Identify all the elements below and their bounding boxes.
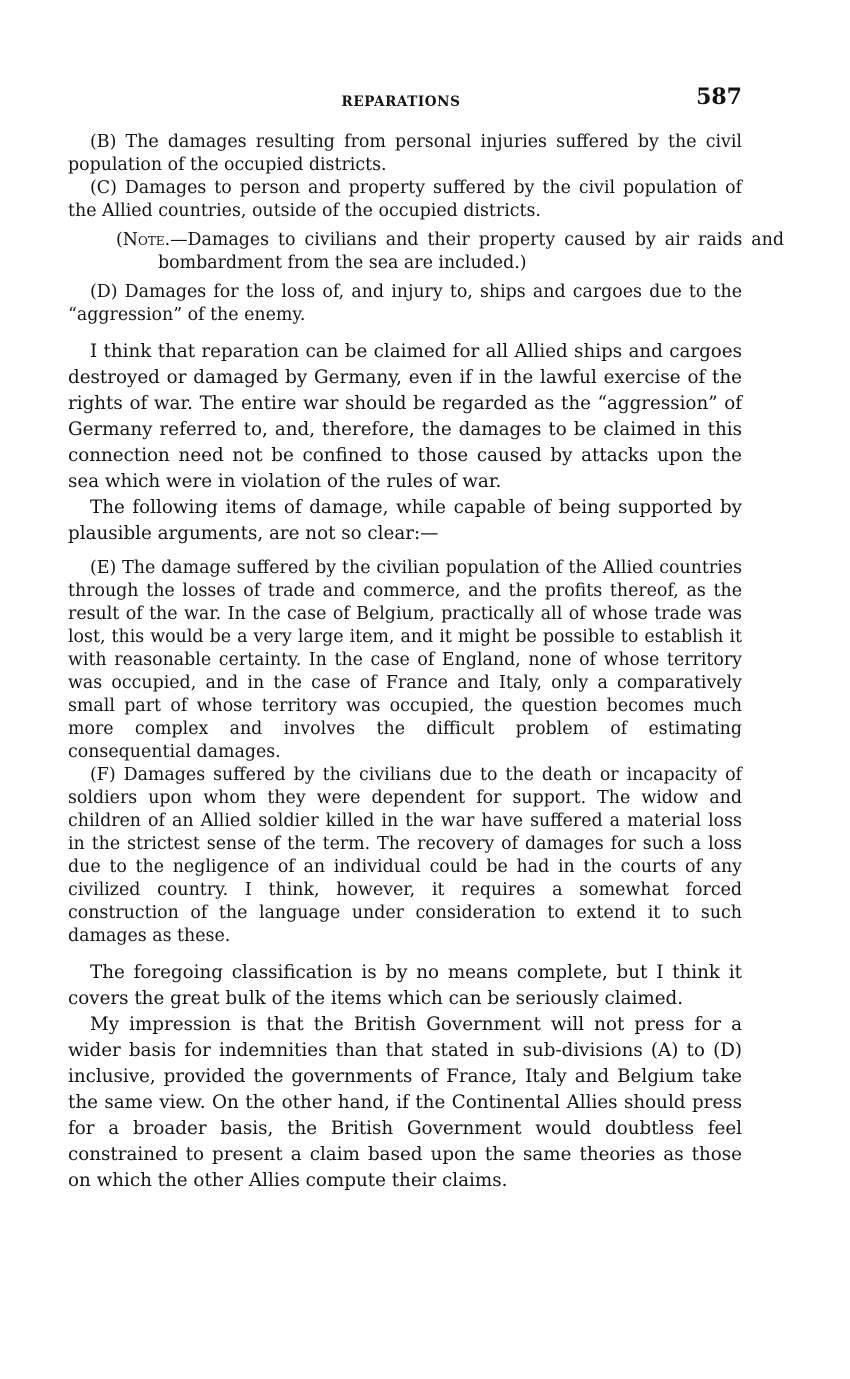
running-header [60,84,742,118]
item-c-paragraph: (C) Damages to person and property suffered by the civil population of the Allied countries, outside of the occupied districts. [68,178,742,221]
ships-paragraph: I think that reparation can be claimed for all Allied ships and cargoes destroyed or damaged by Germany, even if in the lawful exercise of the rights of war. The entire war should be regarded as the “aggression” of Germany referred to, and, therefore, the damages to be claimed in this connection need not be confined to those caused by attacks upon the sea which were in violation of the rules of war. [68,341,742,492]
item-b-paragraph: (B) The damages resulting from personal injuries suffered by the civil population of the occupied districts. [68,132,742,175]
impression-paragraph: My impression is that the British Government will not press for a wider basis for indemnities than that stated in sub-divisions (A) to (D) inclusive, provided the governments of France, Italy and Belgium take the same view. On the other hand, if the Continental Allies should press for a broader basis, the British Government would doubtless feel constrained to present a claim based upon the same theories as those on which the other Allies compute their claims. [68,1014,742,1191]
foregoing-paragraph: The foregoing classification is by no means complete, but I think it covers the great bulk of the items which can be seriously claimed. [68,962,742,1009]
note-open-paren: ( [116,230,123,250]
page-body [68,131,784,1194]
running-title: REPARATIONS [341,94,461,110]
note-text: —Damages to civilians and their property caused by air raids and bombardment from the sea are included.) [158,230,784,273]
note-label: Note. [122,230,171,250]
item-d-paragraph: (D) Damages for the loss of, and injury to, ships and cargoes due to the “aggression” of the enemy. [68,282,742,325]
following-paragraph: The following items of damage, while capable of being supported by plausible arguments, are not so clear:— [68,497,742,544]
item-e-paragraph: (E) The damage suffered by the civilian population of the Allied countries through the losses of trade and commerce, and the profits thereof, as the result of the war. In the case of Belgium, practically all of whose trade was lost, this would be a very large item, and it might be possible to establish it with reasonable certainty. In the case of England, none of whose territory was occupied, and in the case of France and Italy, only a comparatively small part of whose territory was occupied, the question becomes much more complex and involves the difficult problem of estimating consequential damages. [68,558,742,762]
note-paragraph [116,229,784,275]
page-number: 587 [696,84,742,110]
item-f-paragraph: (F) Damages suffered by the civilians due to the death or incapacity of soldiers upon whom they were dependent for support. The widow and children of an Allied soldier killed in the war have suffered a material loss in the strictest sense of the term. The recovery of damages for such a loss due to the negligence of an individual could be had in the courts of any civilized country. I think, however, it requires a somewhat forced construction of the language under consideration to extend it to such damages as these. [68,765,742,946]
